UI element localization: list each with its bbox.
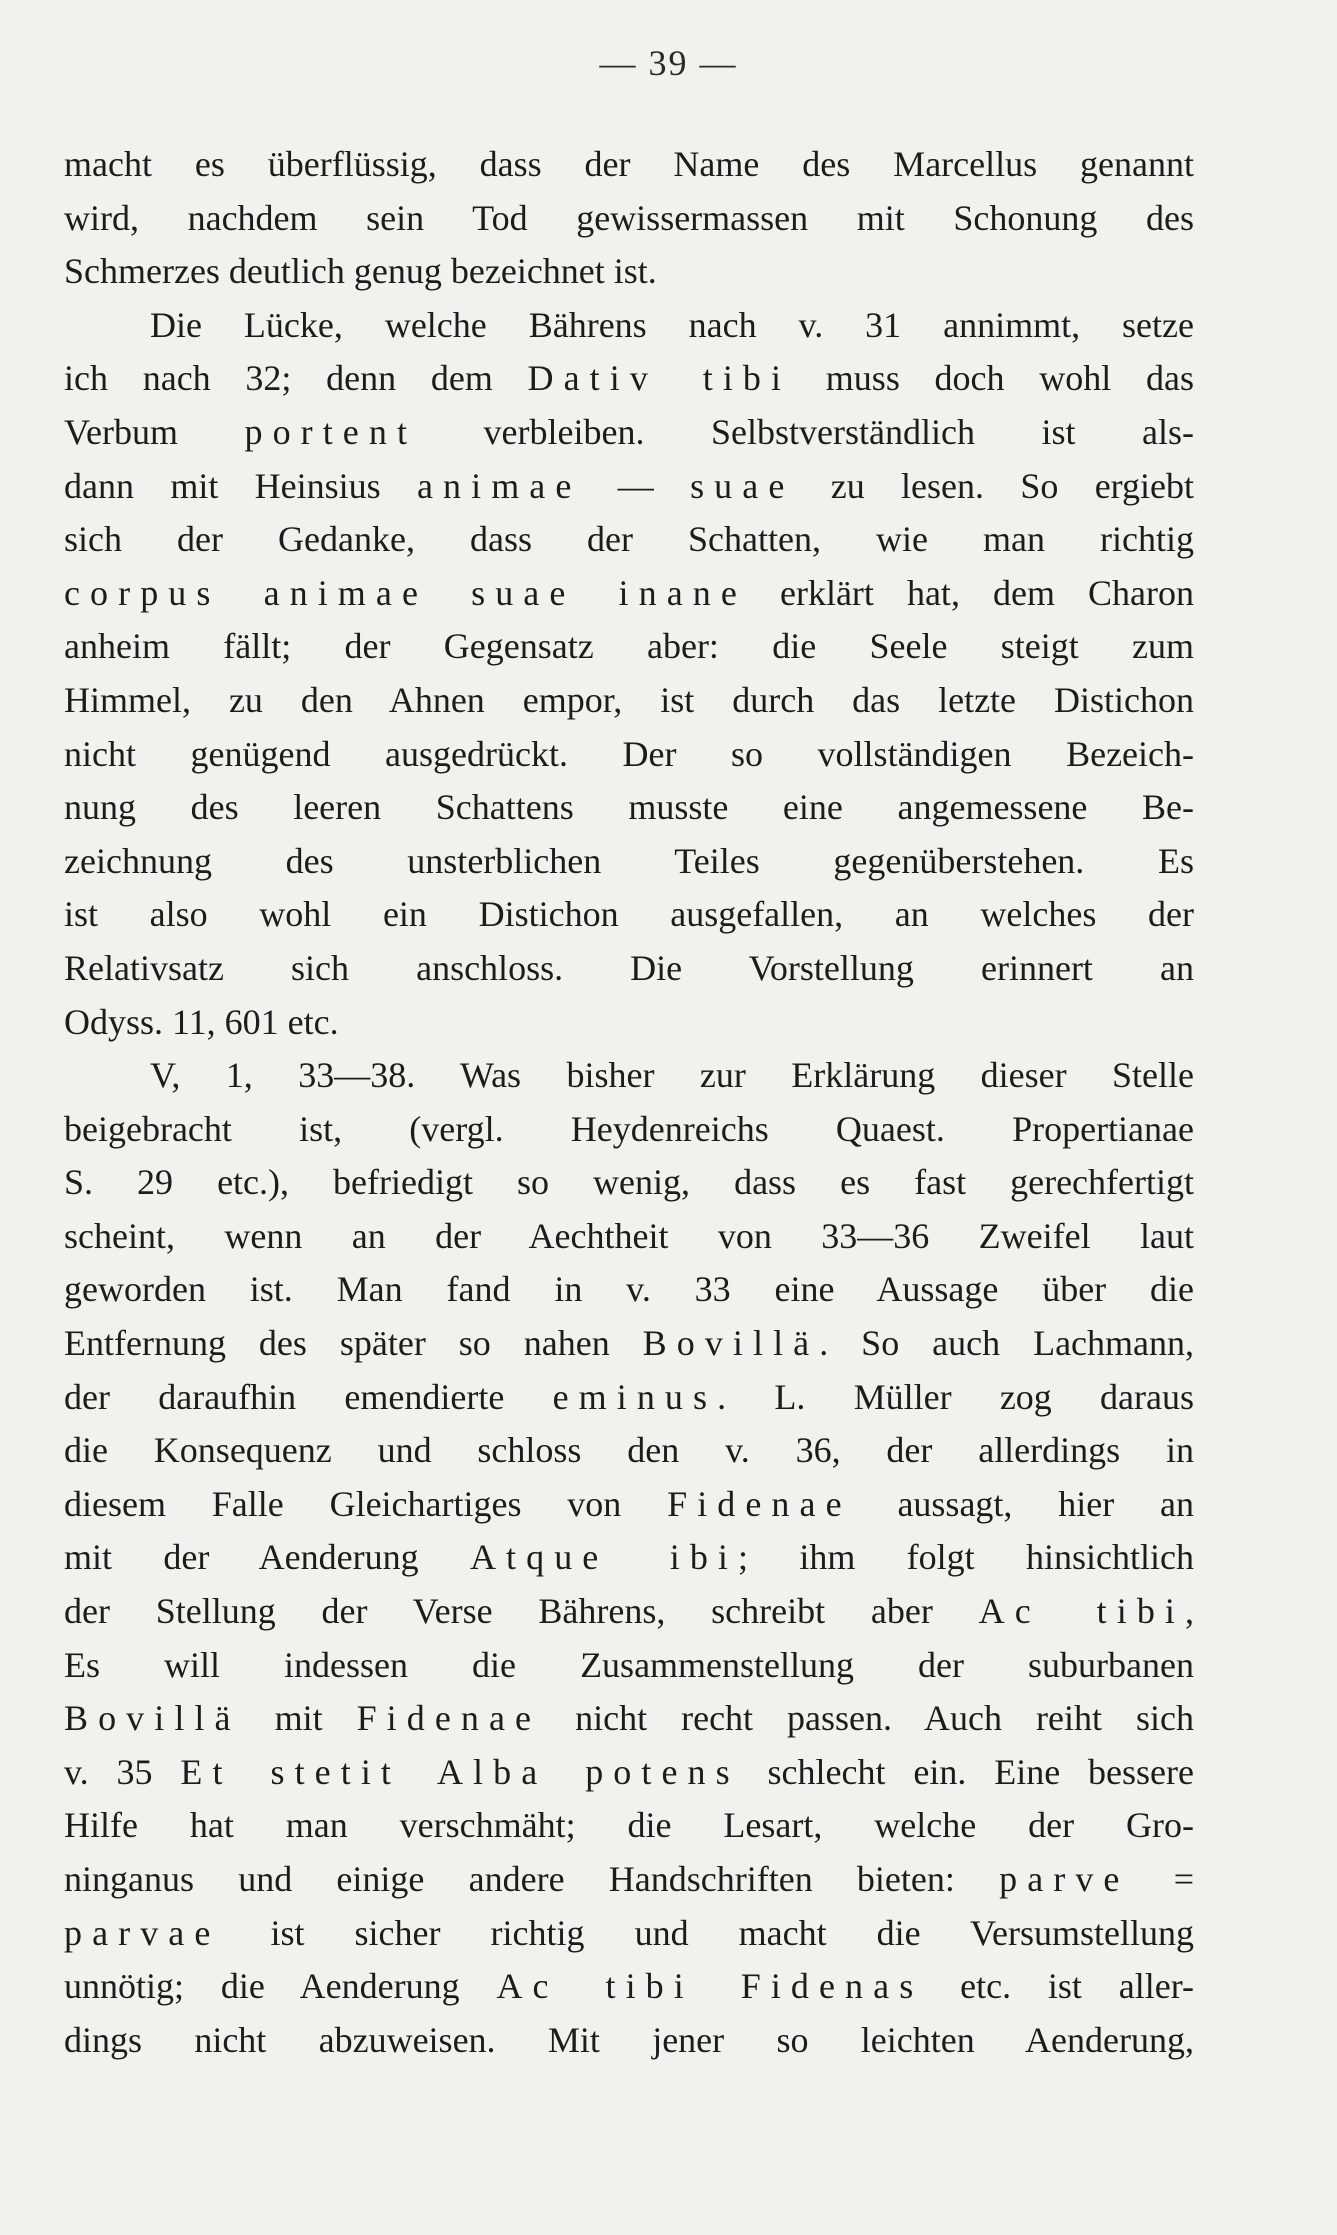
text-segment: , (1185, 1591, 1194, 1632)
text-segment: geworden ist. Man fand in v. 33 eine Aussage über die (64, 1269, 1194, 1310)
text-line (64, 2014, 1194, 2068)
text-segment: — (581, 465, 691, 506)
text-segment: Hilfe hat man verschmäht; die Lesart, welche der Gro- (64, 1805, 1194, 1846)
text-segment: verbleiben. Selbstverständlich ist als- (417, 411, 1194, 452)
text-line (64, 1478, 1194, 1532)
text-segment: muss doch wohl das (791, 358, 1194, 399)
text-segment: nung des leeren Schattens musste eine angemessene Be- (64, 787, 1194, 828)
text-segment: ich nach 32; denn dem (64, 358, 528, 399)
text-line (64, 245, 1194, 299)
text-line (64, 1156, 1194, 1210)
text-line (64, 1103, 1194, 1157)
text-line (64, 1263, 1194, 1317)
text-segment: anheim fällt; der Gegensatz aber: die Seele steigt zum (64, 626, 1194, 667)
text-segment: dann mit Heinsius (64, 465, 417, 506)
text-segment: schlecht ein. Eine bessere (739, 1751, 1194, 1792)
text-line (64, 1853, 1194, 1907)
spaced-emphasis-text: Atque ibi (469, 1537, 738, 1578)
text-segment: beigebracht ist, (vergl. Heydenreichs Quaest. Propertianae (64, 1108, 1194, 1149)
text-line (64, 674, 1194, 728)
text-segment: etc. ist aller- (923, 1966, 1194, 2007)
text-segment: Himmel, zu den Ahnen empor, ist durch das letzte Distichon (64, 679, 1194, 720)
text-line (64, 1799, 1194, 1853)
text-segment: aussagt, hier an (851, 1483, 1194, 1524)
text-line (64, 996, 1194, 1050)
text-segment: sich der Gedanke, dass der Schatten, wie man richtig (64, 519, 1194, 560)
spaced-emphasis-text: corpus animae suae inane (64, 572, 747, 613)
text-line (64, 888, 1194, 942)
text-line (64, 1210, 1194, 1264)
text-segment: mit (240, 1698, 357, 1739)
text-line (64, 1585, 1194, 1639)
text-segment: ist sicher richtig und macht die Versumstellung (220, 1912, 1194, 1953)
text-segment: dings nicht abzuweisen. Mit jener so leichten Aenderung, (64, 2019, 1194, 2060)
text-segment: nicht recht passen. Auch reiht sich (541, 1698, 1194, 1739)
text-segment: . L. Müller zog daraus (717, 1376, 1194, 1417)
text-segment: Odyss. 11, 601 etc. (64, 1001, 339, 1042)
text-line (64, 1692, 1194, 1746)
text-segment: . So auch Lachmann, (819, 1323, 1194, 1364)
text-segment: Relativsatz sich anschloss. Die Vorstellung erinnert an (64, 947, 1194, 988)
text-segment: Es will indessen die Zusammenstellung der suburbanen (64, 1644, 1194, 1685)
text-segment: der daraufhin emendierte (64, 1376, 553, 1417)
text-line (64, 1960, 1194, 2014)
text-segment: ninganus und einige andere Handschriften bieten: (64, 1859, 1000, 1899)
text-line (64, 1746, 1194, 1800)
spaced-emphasis-text: eminus (552, 1376, 718, 1417)
text-segment: zu lesen. So ergiebt (794, 465, 1194, 506)
text-line (64, 728, 1194, 782)
text-segment: macht es überflüssig, dass der Name des Marcellus genannt (64, 144, 1194, 184)
text-line (64, 1531, 1194, 1585)
spaced-emphasis-text: Dativ tibi (527, 358, 792, 399)
text-line (64, 1424, 1194, 1478)
text-segment: Die Lücke, welche Bährens nach v. 31 annimmt, setze (150, 304, 1194, 345)
text-segment: Entfernung des später so nahen (64, 1323, 643, 1364)
text-segment: S. 29 etc.), befriedigt so wenig, dass es fast gerechfertigt (64, 1162, 1194, 1203)
text-segment: diesem Falle Gleichartiges von (64, 1483, 668, 1524)
text-line (64, 835, 1194, 889)
text-line (64, 1371, 1194, 1425)
text-line (64, 192, 1194, 246)
text-line (64, 781, 1194, 835)
text-segment: zeichnung des unsterblichen Teiles gegenüberstehen. Es (64, 840, 1194, 881)
text-segment: V, 1, 33—38. Was bisher zur Erklärung dieser Stelle (150, 1055, 1194, 1096)
spaced-emphasis-text: Fidenae (356, 1698, 542, 1739)
text-line (64, 138, 1194, 192)
text-line (64, 460, 1194, 514)
text-segment: scheint, wenn an der Aechtheit von 33—36 Zweifel laut (64, 1215, 1194, 1256)
text-segment: erklärt hat, dem Charon (746, 572, 1194, 613)
page-number: — 39 — (599, 43, 738, 83)
spaced-emphasis-text: Ac tibi Fidenas (496, 1966, 924, 2007)
text-segment: die Konsequenz und schloss den v. 36, der allerdings in (64, 1430, 1194, 1471)
spaced-emphasis-text: portent (244, 411, 418, 452)
spaced-emphasis-text: Bovillä (642, 1323, 820, 1364)
text-segment: Verbum (64, 411, 245, 452)
text-line (64, 1049, 1194, 1103)
spaced-emphasis-text: Bovillä (64, 1698, 241, 1739)
text-line (64, 942, 1194, 996)
spaced-emphasis-text: suae (690, 465, 795, 506)
spaced-emphasis-text: Fidenae (667, 1483, 852, 1524)
spaced-emphasis-text: parve (999, 1859, 1130, 1899)
text-segment: mit der Aenderung (64, 1537, 470, 1578)
text-line (64, 1639, 1194, 1693)
text-segment: v. 35 (64, 1751, 181, 1792)
text-segment: = (1129, 1859, 1194, 1899)
body-text (64, 138, 1194, 2067)
text-line (64, 1317, 1194, 1371)
text-line (64, 406, 1194, 460)
text-segment: unnötig; die Aenderung (64, 1966, 497, 2007)
text-segment: der Stellung der Verse Bährens, schreibt aber (64, 1591, 979, 1632)
text-segment: nicht genügend ausgedrückt. Der so vollständigen Bezeich- (64, 733, 1194, 774)
spaced-emphasis-text: animae (417, 465, 582, 506)
text-line (64, 299, 1194, 353)
text-line (64, 620, 1194, 674)
text-segment: ; ihm folgt hinsichtlich (738, 1537, 1194, 1578)
spaced-emphasis-text: Et stetit Alba potens (180, 1751, 740, 1792)
spaced-emphasis-text: parvae (64, 1912, 221, 1953)
text-segment: Schmerzes deutlich genug bezeichnet ist. (64, 251, 657, 292)
text-line (64, 352, 1194, 406)
text-line (64, 513, 1194, 567)
text-line (64, 1907, 1194, 1961)
text-line (64, 567, 1194, 621)
text-segment: wird, nachdem sein Tod gewissermassen mit Schonung des (64, 197, 1194, 238)
spaced-emphasis-text: Ac tibi (978, 1591, 1186, 1632)
text-segment: ist also wohl ein Distichon ausgefallen, an welches der (64, 894, 1194, 935)
